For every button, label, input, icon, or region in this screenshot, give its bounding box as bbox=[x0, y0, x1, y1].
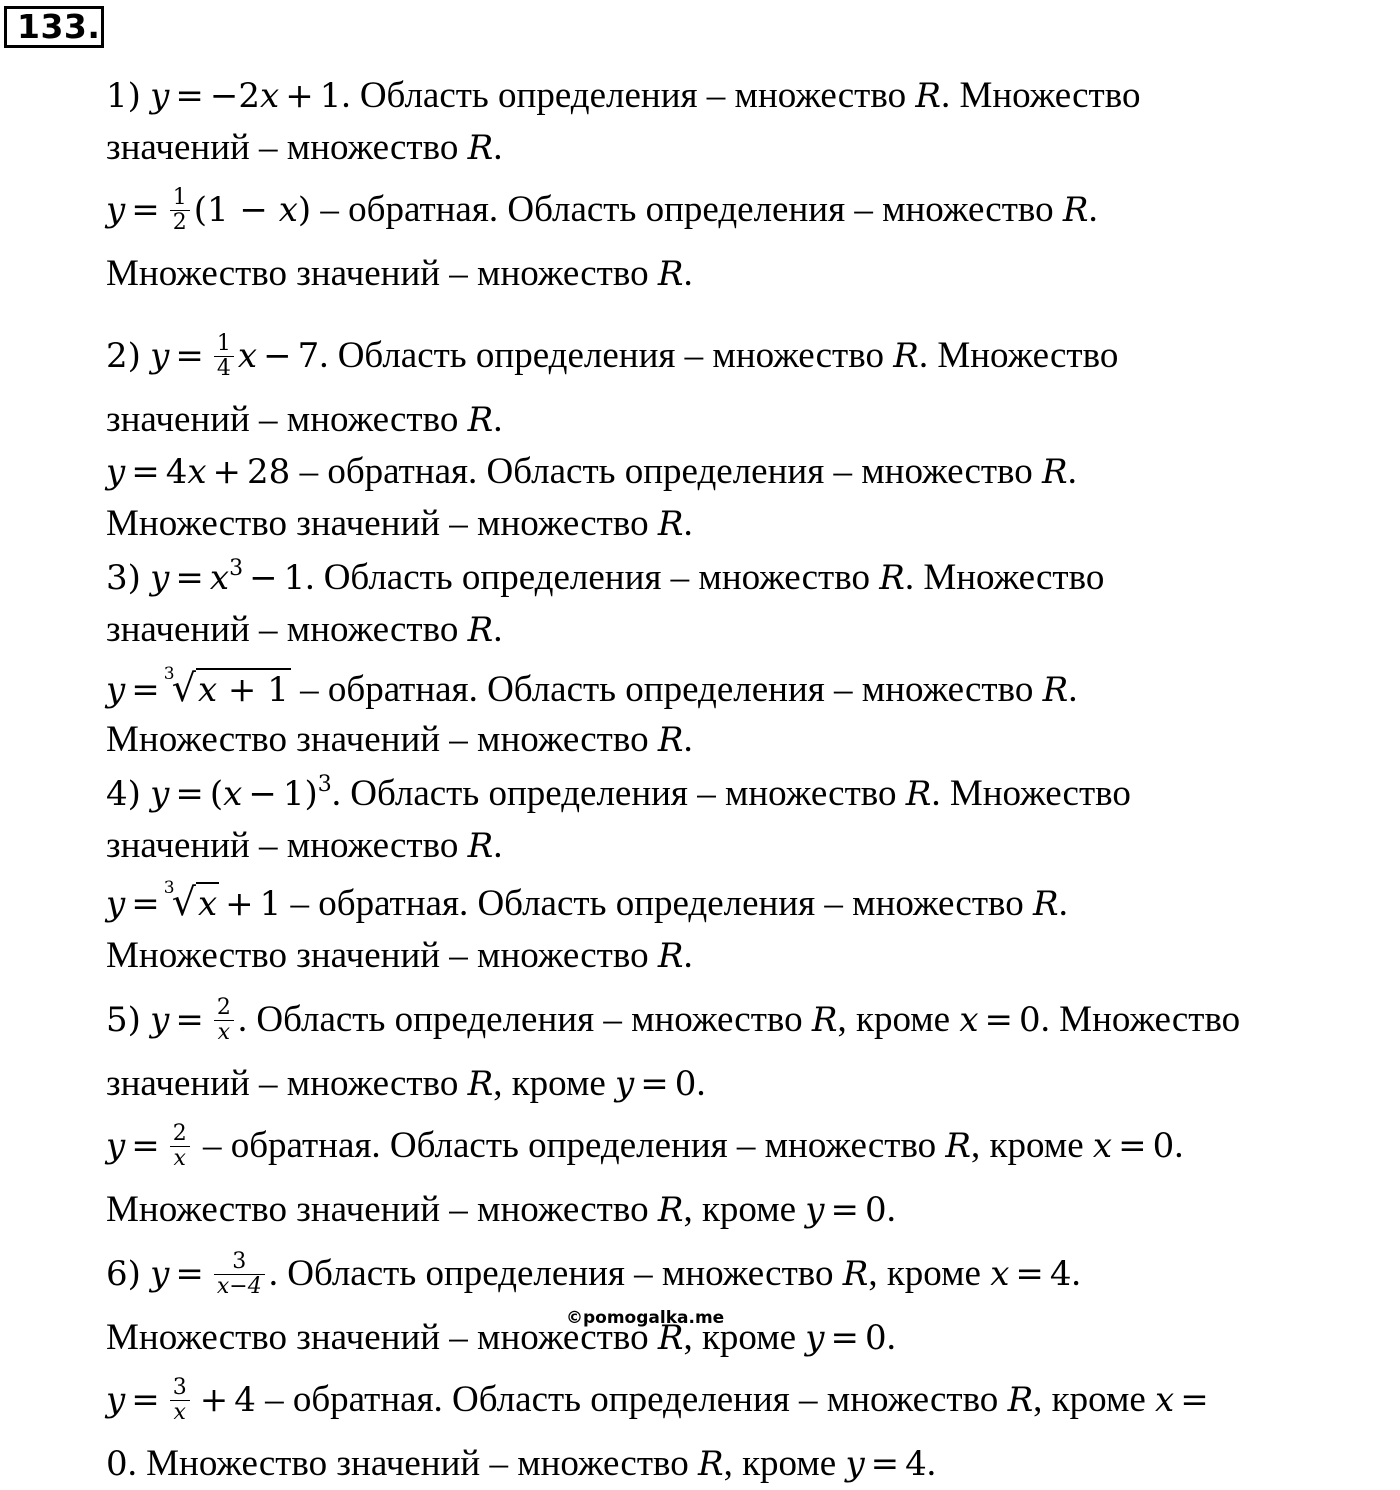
item-6-inverse-line: y = $\frac{3}{x}$ + 4 – обратная. Область определения – множество R, кроме x = bbox=[106, 1375, 1209, 1426]
item-5-inverse-line: y = $\frac{2}{x}$ – обратная. Область определения – множество R, кроме x = 0. bbox=[106, 1121, 1184, 1172]
fraction-1-2: $\frac{1}{2}$ bbox=[170, 186, 190, 235]
item-2-range-line: значений – множество R. bbox=[106, 399, 503, 440]
problem-number: 133. bbox=[4, 6, 104, 48]
item-1-range-line: значений – множество R. bbox=[106, 127, 503, 168]
item-2-inverse-range-line: Множество значений – множество R. bbox=[106, 503, 693, 544]
fraction-1-4: $\frac{1}{4}$ bbox=[214, 332, 234, 381]
item-5-inverse-range-line: Множество значений – множество R, кроме y = 0. bbox=[106, 1189, 896, 1230]
item-1-inverse-range-line: Множество значений – множество R. bbox=[106, 253, 693, 294]
item-2-inverse-line: y = 4x + 28 – обратная. Область определения – множество R. bbox=[106, 451, 1077, 492]
fraction-3-x: $\frac{3}{x}$ bbox=[170, 1376, 190, 1425]
item-6-range-line: Множество значений – множество R, кроме y = 0. bbox=[106, 1317, 896, 1358]
item-5-function-line: 5) y = $\frac{2}{x}$ . Область определения – множество R, кроме x = 0. Множество bbox=[106, 995, 1241, 1046]
item-3-function-line: 3) $y = x^3 - 1$. Область определения – множество R. Множество bbox=[106, 556, 1105, 598]
item-4-inverse-range-line: Множество значений – множество R. bbox=[106, 935, 693, 976]
watermark: ©pomogalka.me bbox=[566, 1308, 725, 1328]
fraction-2-x-inverse: $\frac{2}{x}$ bbox=[170, 1122, 190, 1171]
item-6-inverse-range-line: 0. Множество значений – множество R, кроме y = 4. bbox=[106, 1443, 937, 1484]
item-4-range-line: значений – множество R. bbox=[106, 825, 503, 866]
fraction-2-x: $\frac{2}{x}$ bbox=[214, 996, 234, 1045]
item-3-inverse-range-line: Множество значений – множество R. bbox=[106, 719, 693, 760]
item-1-inverse-line: y = $\frac{1}{2}$ (1 − x) – обратная. Область определения – множество R. bbox=[106, 185, 1098, 236]
item-3-range-line: значений – множество R. bbox=[106, 609, 503, 650]
item-1-function-line: 1) y = −2x + 1. Область определения – множество R. Множество bbox=[106, 75, 1141, 116]
item-5-range-line: значений – множество R, кроме y = 0. bbox=[106, 1063, 706, 1104]
item-4-function-line: 4) $y = (x - 1)^3$. Область определения – множество R. Множество bbox=[106, 772, 1131, 814]
cube-root: 3 √x + 1 bbox=[163, 664, 289, 710]
item-6-function-line: 6) y = $\frac{3}{x-4}$ . Область определения – множество R, кроме x = 4. bbox=[106, 1249, 1081, 1300]
cube-root: 3 √x bbox=[163, 878, 218, 924]
item-4-inverse-line: y = 3 √x + 1 – обратная. Область определения – множество R. bbox=[106, 876, 1068, 928]
item-3-inverse-line: y = 3 √x + 1 – обратная. Область определения – множество R. bbox=[106, 662, 1077, 714]
fraction-3-x-4: $\frac{3}{x-4}$ bbox=[214, 1250, 265, 1299]
item-2-function-line: 2) y = $\frac{1}{4}$ x − 7. Область определения – множество R. Множество bbox=[106, 331, 1119, 382]
